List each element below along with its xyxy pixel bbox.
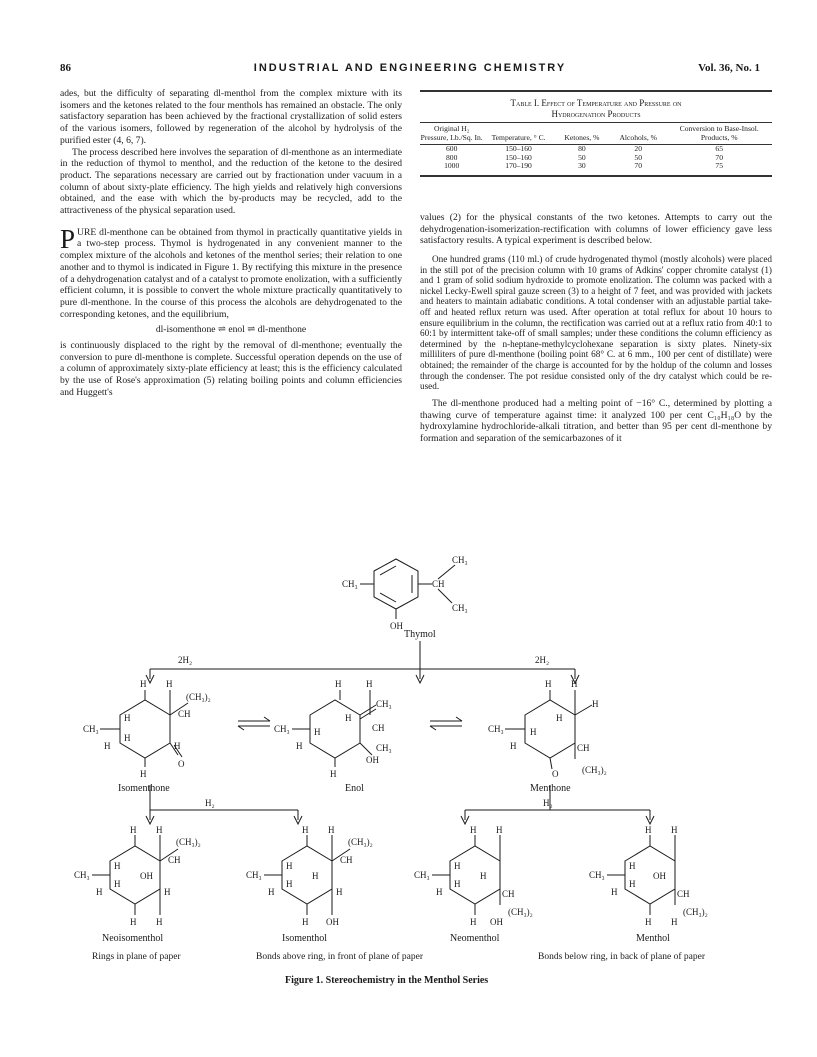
hydrogenation-label-menthone: H₂ bbox=[543, 798, 553, 808]
atom-h: H bbox=[336, 887, 343, 897]
atom-h: H bbox=[510, 741, 517, 751]
neoisomenthol-label: Neoisomenthol bbox=[102, 933, 164, 944]
column-header: Original H₂ Pressure, Lb./Sq. In. bbox=[420, 123, 483, 145]
table-body bbox=[420, 123, 772, 175]
atom-ch3: CH₃ bbox=[246, 870, 262, 880]
atom-ch3: CH₃ bbox=[376, 743, 392, 753]
hydrogenation-label-right: 2H₂ bbox=[535, 655, 550, 665]
page-number: 86 bbox=[60, 62, 71, 74]
running-header bbox=[60, 62, 760, 78]
neomenthol-label: Neomenthol bbox=[450, 933, 500, 944]
atom-ch: CH bbox=[168, 855, 181, 865]
atom-ch32: (CH₃)₂ bbox=[186, 692, 211, 702]
atom-h: H bbox=[571, 679, 578, 689]
atom-h: H bbox=[629, 879, 636, 889]
table-caption bbox=[420, 92, 772, 122]
atom-ch3: CH₃ bbox=[376, 699, 392, 709]
table-caption-line-2: Hydrogenation Products bbox=[551, 109, 641, 119]
atom-h: H bbox=[164, 887, 171, 897]
atom-h: H bbox=[436, 887, 443, 897]
atom-ch32: (CH₃)₂ bbox=[582, 765, 607, 775]
table-cell: 70 bbox=[715, 152, 723, 162]
atom-oh: OH bbox=[366, 755, 379, 765]
column-header: Conversion to Base-Insol. Products, % bbox=[666, 123, 772, 145]
atom-h: H bbox=[314, 727, 321, 737]
table-cell: 70 bbox=[634, 161, 643, 170]
atom-h: H bbox=[286, 879, 293, 889]
atom-h: H bbox=[302, 825, 309, 835]
atom-h: H bbox=[629, 861, 636, 871]
atom-h: H bbox=[545, 679, 552, 689]
atom-h: H bbox=[286, 861, 293, 871]
atom-h: H bbox=[174, 741, 181, 751]
table-cell: 30 bbox=[578, 161, 586, 170]
thymol-ch3-left: CH₃ bbox=[342, 579, 358, 589]
atom-ch: CH bbox=[502, 889, 515, 899]
legend-bonds-below: Bonds below ring, in back of plane of paper bbox=[538, 952, 705, 962]
atom-ch: CH bbox=[577, 743, 590, 753]
isomenthone-label: Isomenthone bbox=[118, 783, 170, 794]
atom-h: H bbox=[124, 713, 131, 723]
atom-h: H bbox=[166, 679, 173, 689]
table-caption-line-1: Table I. Effect of Temperature and Pressure on bbox=[510, 98, 682, 108]
atom-h: H bbox=[645, 825, 652, 835]
right-paragraph-3: The dl-menthone produced had a melting point of −16° C., determined by plotting a thawing curve of temperature against time: it analyzed 100 per cent C₁₀H₁₈O by the hydroxylamine hydrochloride-alkali titration, and better than 95 per cent dl-menthone by formation and separation of the semicarbazones of it bbox=[420, 397, 772, 444]
table-cell: 80 bbox=[578, 144, 586, 153]
atom-h: H bbox=[592, 699, 599, 709]
atom-h: H bbox=[470, 917, 477, 927]
atom-h: H bbox=[124, 733, 131, 743]
atom-h: H bbox=[470, 825, 477, 835]
hydrogenation-label-isomenthone: H₂ bbox=[205, 798, 215, 808]
atom-h: H bbox=[496, 825, 503, 835]
atom-ch32: (CH₃)₂ bbox=[683, 907, 708, 917]
atom-h: H bbox=[330, 769, 337, 779]
body-paragraph-1-text: URE dl-menthone can be obtained from thymol in practically quantitative yields in a two-step process. Thymol is hydrogenated in any convenient manner to the complex mixture of the alcohols and ketones of the menthol series; their relation to one another and to thymol is indicated in Figure 1. By rectifying this mixture in the presence of a dehydrogenation catalyst and of a catalyst to promote enolization, with a sufficiently efficient column, it is possible to convert the whole mixture practically quantitatively to pure dl-menthone. In the course of this process the alcohols are dehydrogenated to the corresponding ketones, and the equilibrium, bbox=[60, 226, 402, 320]
atom-h: H bbox=[268, 887, 275, 897]
atom-ch: CH bbox=[178, 709, 191, 719]
body-paragraph-1 bbox=[60, 223, 402, 321]
table-cell: 20 bbox=[634, 144, 643, 153]
atom-ch3: CH₃ bbox=[83, 724, 99, 734]
atom-ch: CH bbox=[677, 889, 690, 899]
enol-label: Enol bbox=[345, 783, 364, 794]
table-1 bbox=[420, 90, 772, 177]
menthone-label: Menthone bbox=[530, 783, 571, 794]
figure-caption: Figure 1. Stereochemistry in the Menthol Series bbox=[285, 975, 489, 986]
atom-h: H bbox=[156, 825, 163, 835]
intro-paragraph-2: The process described here involves the separation of dl-menthone as an intermediate in the reduction of thymol to menthol, and the reduction of the ketone to the desired product. The separations necessary are carried out by fractionation under vacuum in a column of about sixty-plate efficiency. The high yields and relatively high conversions obtained, and the ease with which the by-products may be recycled, add to the attractiveness of the physical separation used. bbox=[60, 146, 402, 217]
atom-h: H bbox=[671, 917, 678, 927]
atom-h: H bbox=[328, 825, 335, 835]
atom-ch32: (CH₃)₂ bbox=[348, 837, 373, 847]
table-cell: 150–160 bbox=[505, 152, 532, 162]
thymol-ch3-top: CH₃ bbox=[452, 555, 468, 565]
atom-o: O bbox=[178, 759, 185, 769]
atom-ch3: CH₃ bbox=[414, 870, 430, 880]
atom-oh: OH bbox=[326, 917, 339, 927]
atom-h: H bbox=[611, 887, 618, 897]
left-column bbox=[60, 88, 402, 399]
atom-h: H bbox=[366, 679, 373, 689]
atom-h: H bbox=[130, 917, 137, 927]
atom-ch32: (CH₃)₂ bbox=[508, 907, 533, 917]
atom-h: H bbox=[296, 741, 303, 751]
experiment-paragraph: One hundred grams (110 ml.) of crude hydrogenated thymol (mostly alcohols) were placed in the still pot of the precision column with 10 grams of Adkins' copper chromite catalyst (1) and 1 gram of solid sodium hydroxide to promote enolization. The column was packed with a nickel Lecky-Ewell spiral gauze screen (3) to a height of 7 feet, and was provided with jackets and heaters to maintain adiabatic conditions. A total condenser with an adjustable partial take-off and heated reflux return was used. After operation at total reflux for about 10 hours to ensure equilibrium in the column, the rectification was carried out at a reflux ratio from 40:1 to 60:1 by intermittent take-off of small samples; under these conditions the column efficiency as determined by the n-heptane-methylcyclohexane separation is sixty plates. Ninety-six milliliters of pure dl-menthone (boiling point 68° C. at 6 mm., 100 per cent of distillate) were obtained; the remainder of the charge is accounted for by the holdup of the column and losses through the condenser. The pot residue consisted only of the dry catalyst which could be re-used. bbox=[420, 254, 772, 392]
right-paragraph-1: values (2) for the physical constants of the two ketones. Attempts to carry out the dehydrogenation-isomerization-rectification with columns of lower efficiency gave less satisfactory results. A typical experiment is described below. bbox=[420, 212, 772, 247]
atom-h: H bbox=[645, 917, 652, 927]
legend-rings: Rings in plane of paper bbox=[92, 952, 181, 962]
table-row bbox=[420, 162, 772, 175]
atom-h: H bbox=[530, 727, 537, 737]
atom-ch32: (CH₃)₂ bbox=[176, 837, 201, 847]
atom-ch3: CH₃ bbox=[74, 870, 90, 880]
atom-h: H bbox=[302, 917, 309, 927]
table-cell: 75 bbox=[715, 161, 723, 170]
table-cell: 50 bbox=[634, 152, 643, 162]
atom-h: H bbox=[114, 879, 121, 889]
atom-h: H bbox=[345, 713, 352, 723]
atom-oh: OH bbox=[140, 871, 153, 881]
atom-h: H bbox=[480, 871, 487, 881]
table-cell: 600 bbox=[445, 144, 458, 153]
atom-h: H bbox=[454, 879, 461, 889]
thymol-ch3-bottom: CH₃ bbox=[452, 603, 468, 613]
table-cell: 170–190 bbox=[505, 161, 532, 170]
atom-h: H bbox=[156, 917, 163, 927]
hydrogenation-label-left: 2H₂ bbox=[178, 655, 193, 665]
atom-ch: CH bbox=[340, 855, 353, 865]
atom-h: H bbox=[312, 871, 319, 881]
column-header: Ketones, % bbox=[554, 123, 610, 145]
atom-o: O bbox=[552, 769, 559, 779]
atom-ch3: CH₃ bbox=[488, 724, 504, 734]
volume-issue: Vol. 36, No. 1 bbox=[698, 62, 760, 74]
thymol-label: Thymol bbox=[404, 629, 436, 640]
atom-ch: CH bbox=[372, 723, 385, 733]
atom-h: H bbox=[671, 825, 678, 835]
isomenthol-label: Isomenthol bbox=[282, 933, 327, 944]
atom-h: H bbox=[96, 887, 103, 897]
body-paragraph-2: is continuously displaced to the right by the removal of dl-menthone; eventually the conversion to pure dl-menthone is complete. Successful operation depends on the use of a column of approximately sixty-plate efficiency at least; this is the efficiency calculated by the use of Rose's approximation (5) relating boiling points and column efficiencies and Huggett's bbox=[60, 340, 402, 398]
atom-h: H bbox=[140, 769, 147, 779]
legend-bonds-above: Bonds above ring, in front of plane of paper bbox=[256, 952, 423, 962]
thymol-ch: CH bbox=[432, 579, 445, 589]
atom-h: H bbox=[130, 825, 137, 835]
right-column bbox=[420, 212, 772, 445]
menthol-label: Menthol bbox=[636, 933, 670, 944]
drop-cap: P bbox=[60, 223, 76, 254]
atom-h: H bbox=[140, 679, 147, 689]
table-cell: 1000 bbox=[444, 161, 460, 170]
figure-1 bbox=[0, 545, 817, 1045]
atom-h: H bbox=[454, 861, 461, 871]
atom-ch3: CH₃ bbox=[589, 870, 605, 880]
table-cell: 50 bbox=[578, 152, 586, 162]
column-header: Temperature, ° C. bbox=[483, 123, 553, 145]
table-cell: 65 bbox=[715, 144, 723, 153]
thymol-oh: OH bbox=[390, 621, 403, 631]
atom-oh: OH bbox=[490, 917, 503, 927]
atom-h: H bbox=[335, 679, 342, 689]
atom-h: H bbox=[104, 741, 111, 751]
atom-ch3: CH₃ bbox=[274, 724, 290, 734]
table-cell: 800 bbox=[445, 152, 458, 162]
column-header: Alcohols, % bbox=[610, 123, 666, 145]
atom-h: H bbox=[556, 713, 563, 723]
journal-title: INDUSTRIAL AND ENGINEERING CHEMISTRY bbox=[253, 62, 567, 74]
atom-h: H bbox=[114, 861, 121, 871]
table-cell: 150–160 bbox=[505, 144, 532, 153]
intro-paragraph-1: ades, but the difficulty of separating dl-menthol from the complex mixture with its isomers and the ketones related to the four menthols has remained an obstacle. The only satisfactory separation has been achieved by the fractional crystallization of solid esters of the various isomers, followed by regeneration of the alcohol by hydrolysis of the purified ester (4, 6, 7). bbox=[60, 88, 402, 146]
equilibrium-equation: dl-isomenthone ⇌ enol ⇌ dl-menthone bbox=[155, 324, 307, 336]
atom-oh: OH bbox=[653, 871, 666, 881]
